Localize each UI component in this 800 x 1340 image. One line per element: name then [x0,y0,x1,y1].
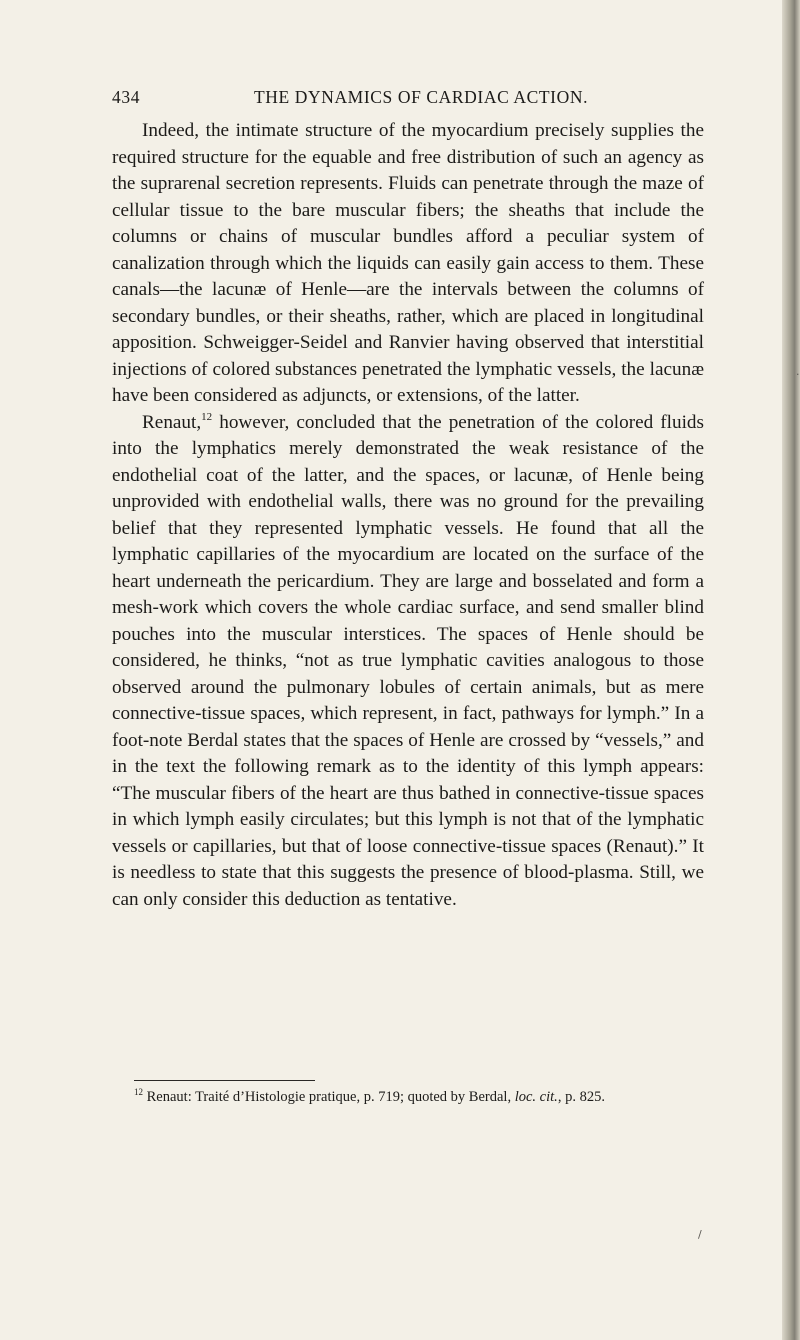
footnote-citation: Renaut: Traité d’Histologie pratique, p. 719; quoted by Berdal, [143,1089,515,1105]
footnote-reference: 12 [201,410,213,423]
paragraph-1-text: Indeed, the intimate structure of the myocardium precisely supplies the required structure for the equable and free distribution of such an agency as the suprarenal secretion represents. Fluids can penetrate through the maze of cellular tissue to the bare muscular fibers; the sheaths that include the columns or chains of muscular bundles afford a peculiar system of canalization through which the liquids can easily gain access to them. These canals—the lacunæ of Henle—are the intervals between the columns of secondary bundles, or their sheaths, rather, which are placed in longitudinal apposition. Schweigger-Seidel and Ranvier having observed that interstitial injections of colored substances penetrated the lymphatic vessels, the lacunæ have been considered as adjuncts, or extensions, of the latter. [112,120,704,406]
footnote-divider [134,1080,315,1081]
paragraph-1 [112,118,704,410]
page-header [112,87,702,111]
scan-speck-mark: · [796,368,800,381]
footnote [112,1088,704,1106]
body-text [112,118,704,913]
page-number: 434 [112,87,141,107]
page-edge-shadow [782,0,800,1340]
footnote-italic: loc. cit. [514,1089,558,1105]
paragraph-2 [112,410,704,914]
footnote-text [112,1088,704,1106]
footnote-tail: , p. 825. [557,1089,605,1105]
footnote-marker: 12 [134,1087,143,1097]
running-head: THE DYNAMICS OF CARDIAC ACTION. [253,87,589,107]
scan-speck-mark: / [698,1228,702,1241]
paragraph-2-text: however, concluded that the penetration of the colored fluids into the lymphatics merely demonstrated the weak resistance of the endothelial coat of the latter, and the spaces, or lacunæ, of Henle being unprovided with endothelial walls, there was no ground for the prevailing belief that they represented lymphatic vessels. He found that all the lymphatic capillaries of the myocardium are located on the surface of the heart underneath the pericardium. They are large and bosselated and form a mesh-work which covers the whole cardiac surface, and send smaller blind pouches into the muscular interstices. The spaces of Henle should be considered, he thinks, “not as true lymphatic cavities analogous to those observed around the pulmonary lobules of certain animals, but as mere connective-tissue spaces, which represent, in fact, pathways for lymph.” In a foot-note Berdal states that the spaces of Henle are crossed by “vessels,” and in the text the following remark as to the identity of this lymph appears: “The muscular fibers of the heart are thus bathed in connective-tissue spaces in which lymph easily circulates; but this lymph is not that of the lymphatic vessels or capillaries, but that of loose connective-tissue spaces (Renaut).” It is needless to state that this suggests the presence of blood-plasma. Still, we can only consider this deduction as tentative. [112,411,704,910]
paragraph-2-lead: Renaut, [142,411,202,433]
